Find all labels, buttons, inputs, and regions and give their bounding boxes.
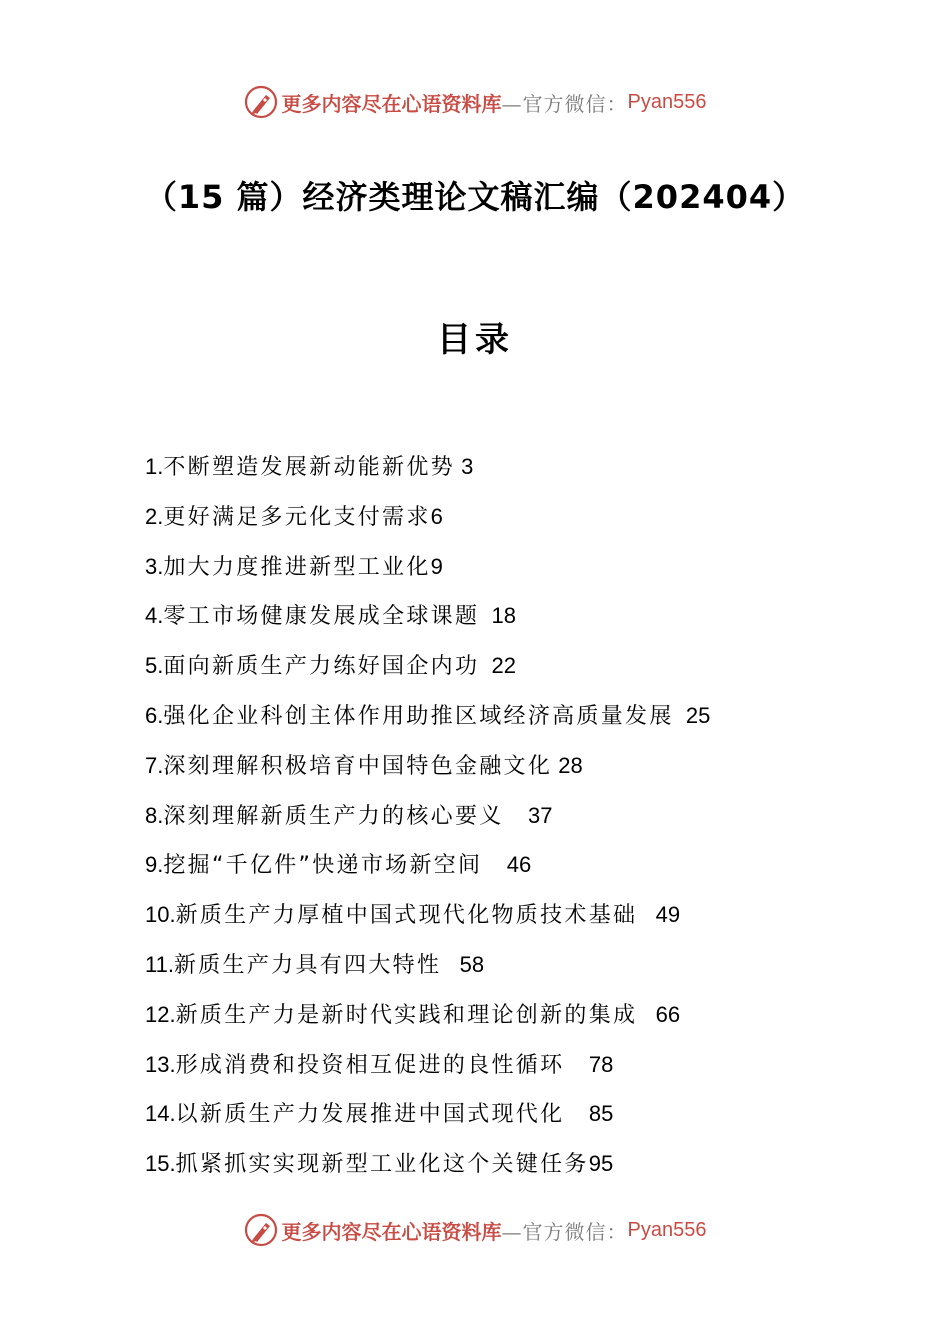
toc-entry-title: 新质生产力是新时代实践和理论创新的集成	[175, 1002, 638, 1028]
toc-entry[interactable]	[145, 448, 865, 498]
toc-entry-page: 3	[454, 454, 474, 479]
toc-entry-title: 面向新质生产力练好国企内功	[163, 654, 480, 680]
watermark-banner-top	[0, 82, 950, 122]
watermark-text-id: Pyan556	[627, 90, 707, 113]
toc-entry-number: 6.	[145, 702, 164, 728]
toc-entry-number: 13.	[145, 1051, 176, 1077]
toc-entry-number: 11.	[145, 951, 174, 977]
document-title: （15 篇）经济类理论文稿汇编（202404）	[144, 178, 806, 216]
toc-entry-title: 新质生产力具有四大特性	[173, 952, 442, 978]
toc-entry-number: 4.	[145, 603, 164, 629]
toc-entry-number: 12.	[145, 1001, 176, 1027]
toc-entry-title: 抓紧抓实实现新型工业化这个关键任务	[175, 1152, 589, 1178]
toc-entry[interactable]	[145, 647, 865, 697]
toc-entry-number: 2.	[145, 503, 164, 529]
toc-heading: 目录	[437, 320, 513, 360]
toc-entry-title: 新质生产力厚植中国式现代化物质技术基础	[175, 903, 638, 929]
toc-entry-number: 15.	[145, 1151, 176, 1177]
toc-entry-page: 18	[479, 603, 516, 629]
toc-entry[interactable]	[145, 548, 865, 598]
toc-entry-page: 25	[673, 702, 711, 728]
toc-entry[interactable]	[145, 1145, 865, 1195]
toc-entry-page: 58	[441, 951, 485, 977]
toc-entry-page: 95	[588, 1151, 614, 1177]
toc-entry-title: 更好满足多元化支付需求	[163, 504, 431, 530]
toc-entry-page: 78	[564, 1051, 614, 1077]
toc-entry-number: 8.	[145, 802, 164, 828]
toc-entry-page: 28	[552, 752, 583, 778]
toc-entry-number: 9.	[145, 852, 164, 878]
toc-entry-title: 强化企业科创主体作用助推区域经济高质量发展	[163, 703, 674, 729]
toc-entry-page: 49	[637, 902, 681, 928]
pen-nib-logo-icon	[244, 85, 278, 119]
toc-entry-title: 以新质生产力发展推进中国式现代化	[175, 1102, 565, 1128]
toc-entry-page: 37	[503, 802, 553, 828]
toc-entry[interactable]	[145, 797, 865, 847]
toc-entry-number: 14.	[145, 1101, 176, 1127]
toc-entry[interactable]	[145, 946, 865, 996]
toc-entry-title: 挖掘“千亿件”快递市场新空间	[163, 853, 483, 879]
toc-entry[interactable]	[145, 597, 865, 647]
toc-entry-number: 10.	[145, 902, 176, 928]
toc-entry-page: 46	[482, 852, 532, 878]
watermark-text-library: 更多内容尽在心语资料库	[281, 91, 502, 116]
toc-entry[interactable]	[145, 846, 865, 896]
toc-entry-title: 加大力度推进新型工业化	[163, 554, 431, 580]
toc-entry-title: 形成消费和投资相互促进的良性循环	[175, 1052, 565, 1078]
toc-entry[interactable]	[145, 896, 865, 946]
toc-entry-title: 零工市场健康发展成全球课题	[163, 604, 480, 630]
toc-entry-number: 3.	[145, 553, 164, 579]
toc-entry-title: 深刻理解积极培育中国特色金融文化	[163, 753, 553, 779]
toc-entry-page: 22	[479, 653, 516, 679]
table-of-contents	[145, 448, 865, 1195]
toc-entry-page: 85	[564, 1101, 614, 1127]
toc-entry-page: 66	[637, 1001, 681, 1027]
toc-entry[interactable]	[145, 1046, 865, 1096]
pen-nib-logo-icon	[244, 1213, 278, 1247]
toc-entry-number: 5.	[145, 653, 164, 679]
toc-entry-number: 1.	[145, 454, 164, 479]
toc-entry[interactable]	[145, 498, 865, 548]
toc-entry[interactable]	[145, 996, 865, 1046]
toc-entry[interactable]	[145, 697, 865, 747]
toc-entry-page: 6	[430, 503, 443, 529]
toc-entry-title: 不断塑造发展新动能新优势	[163, 455, 455, 480]
toc-entry-number: 7.	[145, 752, 164, 778]
toc-entry-page: 9	[430, 553, 443, 579]
watermark-text-id: Pyan556	[627, 1218, 707, 1241]
toc-entry[interactable]	[145, 1095, 865, 1145]
watermark-text-wechat: —官方微信：	[501, 91, 628, 116]
watermark-text-library: 更多内容尽在心语资料库	[281, 1219, 502, 1244]
watermark-text-wechat: —官方微信：	[501, 1219, 628, 1244]
toc-entry-title: 深刻理解新质生产力的核心要义	[163, 803, 504, 829]
watermark-banner-bottom	[0, 1210, 950, 1250]
toc-entry[interactable]	[145, 747, 865, 797]
